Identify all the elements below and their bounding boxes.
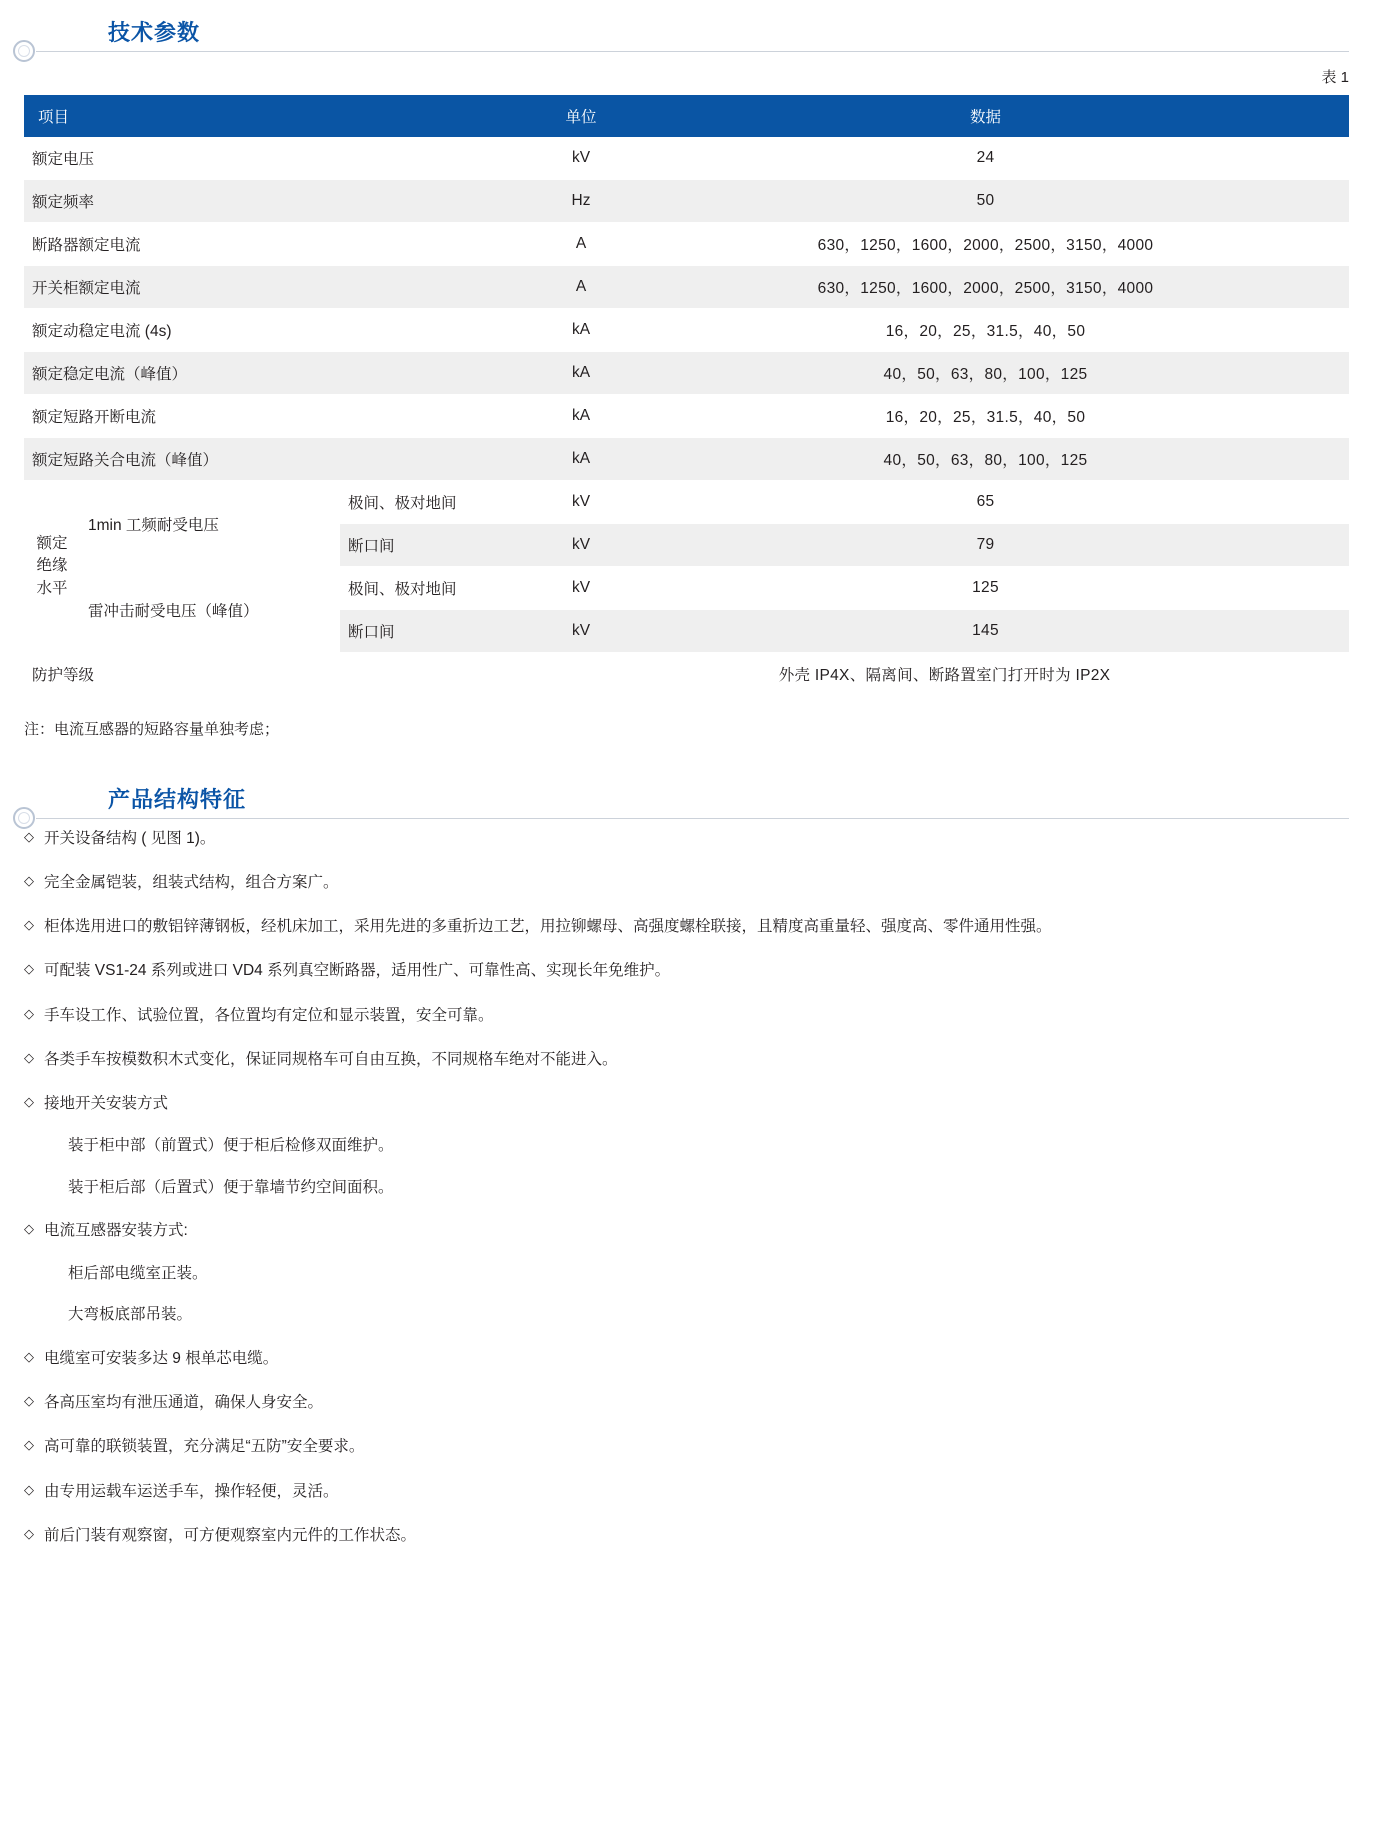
diamond-icon: ◇ bbox=[24, 1221, 34, 1237]
header-divider bbox=[36, 818, 1349, 819]
col-header-unit: 单位 bbox=[540, 95, 622, 137]
cell-item: 额定频率 bbox=[24, 180, 540, 223]
list-item bbox=[24, 869, 1349, 896]
cell-insulation-sub: 断口间 bbox=[340, 524, 540, 567]
table-row bbox=[24, 352, 1349, 395]
list-item-text: 电缆室可安装多达 9 根单芯电缆。 bbox=[44, 1350, 279, 1368]
table-row bbox=[24, 438, 1349, 481]
cell-item: 断路器额定电流 bbox=[24, 223, 540, 266]
section-head-inner bbox=[0, 767, 1373, 811]
list-item-text: 开关设备结构 ( 见图 1)。 bbox=[44, 830, 216, 847]
cell-value: 630，1250，1600，2000，2500，3150，4000 bbox=[622, 266, 1349, 309]
cell-value: 40，50，63，80，100，125 bbox=[622, 438, 1349, 481]
cell-unit: kV bbox=[540, 524, 622, 567]
cell-insulation-sub: 极间、极对地间 bbox=[340, 567, 540, 610]
cell-item: 额定电压 bbox=[24, 137, 540, 180]
table-row bbox=[24, 266, 1349, 309]
table-row-insulation bbox=[24, 481, 1349, 524]
cell-unit: kV bbox=[540, 481, 622, 524]
list-item-text: 各高压室均有泄压通道，确保人身安全。 bbox=[44, 1394, 324, 1412]
cell-value: 50 bbox=[622, 180, 1349, 223]
header-divider bbox=[36, 51, 1349, 52]
cell-item: 额定稳定电流（峰值） bbox=[24, 352, 540, 395]
list-item-text: 完全金属铠装，组装式结构，组合方案广。 bbox=[44, 874, 339, 892]
diamond-icon: ◇ bbox=[24, 1093, 34, 1109]
cell-value: 65 bbox=[622, 481, 1349, 524]
col-header-data: 数据 bbox=[622, 95, 1349, 137]
cell-unit: kA bbox=[540, 395, 622, 438]
list-item bbox=[24, 1522, 1349, 1549]
cell-item: 额定短路开断电流 bbox=[24, 395, 540, 438]
list-item-text: 手车设工作、试验位置，各位置均有定位和显示装置，安全可靠。 bbox=[44, 1006, 494, 1024]
cell-value: 外壳 IP4X、隔离间、断路置室门打开时为 IP2X bbox=[540, 653, 1349, 696]
diamond-icon: ◇ bbox=[24, 829, 34, 844]
feature-list bbox=[0, 811, 1373, 1549]
cell-unit: A bbox=[540, 223, 622, 266]
list-item-text: 电流互感器安装方式: bbox=[44, 1222, 188, 1240]
list-subitem: 装于柜中部（前置式）便于柜后检修双面维护。 bbox=[68, 1136, 394, 1154]
diamond-icon: ◇ bbox=[24, 961, 34, 977]
list-subitem: 装于柜后部（后置式）便于靠墙节约空间面积。 bbox=[68, 1178, 394, 1196]
cell-insulation-subgroup-name: 1min 工频耐受电压 bbox=[80, 481, 340, 567]
section-title-wrap bbox=[108, 785, 256, 815]
diamond-icon: ◇ bbox=[24, 1049, 34, 1065]
cell-insulation-sub: 断口间 bbox=[340, 610, 540, 653]
table-caption: 表 1 bbox=[1321, 69, 1349, 86]
cell-unit: Hz bbox=[540, 180, 622, 223]
list-item bbox=[24, 1478, 1349, 1505]
list-item bbox=[24, 1389, 1349, 1416]
cell-value: 16，20，25，31.5，40，50 bbox=[622, 309, 1349, 352]
diamond-icon: ◇ bbox=[24, 1349, 34, 1365]
cell-unit: kV bbox=[540, 137, 622, 180]
cell-insulation-sub: 极间、极对地间 bbox=[340, 481, 540, 524]
list-item-text: 高可靠的联锁装置，充分满足“五防”安全要求。 bbox=[44, 1438, 365, 1456]
table-note: 注：电流互感器的短路容量单独考虑； bbox=[24, 721, 280, 738]
list-item bbox=[24, 1002, 1349, 1029]
list-item bbox=[24, 825, 1349, 852]
list-item bbox=[24, 957, 1349, 984]
cell-unit: kV bbox=[540, 610, 622, 653]
list-item-text: 接地开关安装方式 bbox=[44, 1094, 169, 1112]
diamond-icon: ◇ bbox=[24, 873, 34, 889]
ring-icon bbox=[13, 40, 35, 62]
section-title: 产品结构特征 bbox=[108, 787, 247, 812]
cell-unit: kA bbox=[540, 438, 622, 481]
cell-item: 开关柜额定电流 bbox=[24, 266, 540, 309]
table-row-protection bbox=[24, 653, 1349, 696]
cell-value: 40，50，63，80，100，125 bbox=[622, 352, 1349, 395]
cell-value: 145 bbox=[622, 610, 1349, 653]
diamond-icon: ◇ bbox=[24, 917, 34, 933]
list-item bbox=[24, 1090, 1349, 1117]
cell-value: 24 bbox=[622, 137, 1349, 180]
cell-value: 79 bbox=[622, 524, 1349, 567]
cell-value: 16，20，25，31.5，40，50 bbox=[622, 395, 1349, 438]
list-item bbox=[24, 913, 1349, 940]
cell-item: 防护等级 bbox=[24, 653, 540, 696]
cell-item: 额定短路关合电流（峰值） bbox=[24, 438, 540, 481]
cell-insulation-group-label: 额定绝缘水平 bbox=[24, 481, 80, 653]
table-header-row bbox=[24, 95, 1349, 137]
diamond-icon: ◇ bbox=[24, 1437, 34, 1453]
list-item-text: 可配装 VS1-24 系列或进口 VD4 系列真空断路器，适用性广、可靠性高、实现长年免维护。 bbox=[44, 962, 671, 980]
ring-icon bbox=[13, 807, 35, 829]
spec-table bbox=[24, 95, 1349, 696]
table-row bbox=[24, 180, 1349, 223]
diamond-icon: ◇ bbox=[24, 1393, 34, 1409]
diamond-icon: ◇ bbox=[24, 1481, 34, 1497]
diamond-icon: ◇ bbox=[24, 1005, 34, 1021]
table-row bbox=[24, 137, 1349, 180]
cell-unit: kA bbox=[540, 352, 622, 395]
cell-value: 630，1250，1600，2000，2500，3150，4000 bbox=[622, 223, 1349, 266]
cell-unit: kV bbox=[540, 567, 622, 610]
cell-value: 125 bbox=[622, 567, 1349, 610]
spacer bbox=[0, 753, 1373, 767]
table-row bbox=[24, 395, 1349, 438]
section-header-tech-params bbox=[0, 0, 1373, 44]
diamond-icon: ◇ bbox=[24, 1525, 34, 1541]
cell-insulation-subgroup-name: 雷冲击耐受电压（峰值） bbox=[80, 567, 340, 653]
table-row bbox=[24, 223, 1349, 266]
list-subitem: 柜后部电缆室正装。 bbox=[68, 1264, 208, 1282]
list-item bbox=[24, 1345, 1349, 1372]
table-row-insulation bbox=[24, 567, 1349, 610]
col-header-item: 项目 bbox=[24, 95, 540, 137]
table-row bbox=[24, 309, 1349, 352]
list-item-text: 各类手车按模数积木式变化，保证同规格车可自由互换，不同规格车绝对不能进入。 bbox=[44, 1050, 618, 1068]
list-item bbox=[24, 1046, 1349, 1073]
page-title-wrap bbox=[108, 18, 210, 48]
section-header-product-structure bbox=[0, 767, 1373, 811]
cell-unit: A bbox=[540, 266, 622, 309]
list-subitem: 大弯板底部吊装。 bbox=[68, 1306, 193, 1324]
list-item-text: 柜体选用进口的敷铝锌薄钢板，经机床加工，采用先进的多重折边工艺，用拉铆螺母、高强度螺栓联接，且精度高重量轻、强度高、零件通用性强。 bbox=[44, 918, 1052, 936]
list-item bbox=[24, 1217, 1349, 1244]
list-item-text: 由专用运载车运送手车，操作轻便，灵活。 bbox=[44, 1482, 339, 1500]
cell-item: 额定动稳定电流 (4s) bbox=[24, 309, 540, 352]
list-item-text: 前后门装有观察窗，可方便观察室内元件的工作状态。 bbox=[44, 1526, 417, 1544]
page-title: 技术参数 bbox=[108, 20, 201, 45]
spacer bbox=[0, 739, 1373, 753]
cell-unit: kA bbox=[540, 309, 622, 352]
list-item bbox=[24, 1433, 1349, 1460]
section-head-inner bbox=[0, 0, 1373, 44]
